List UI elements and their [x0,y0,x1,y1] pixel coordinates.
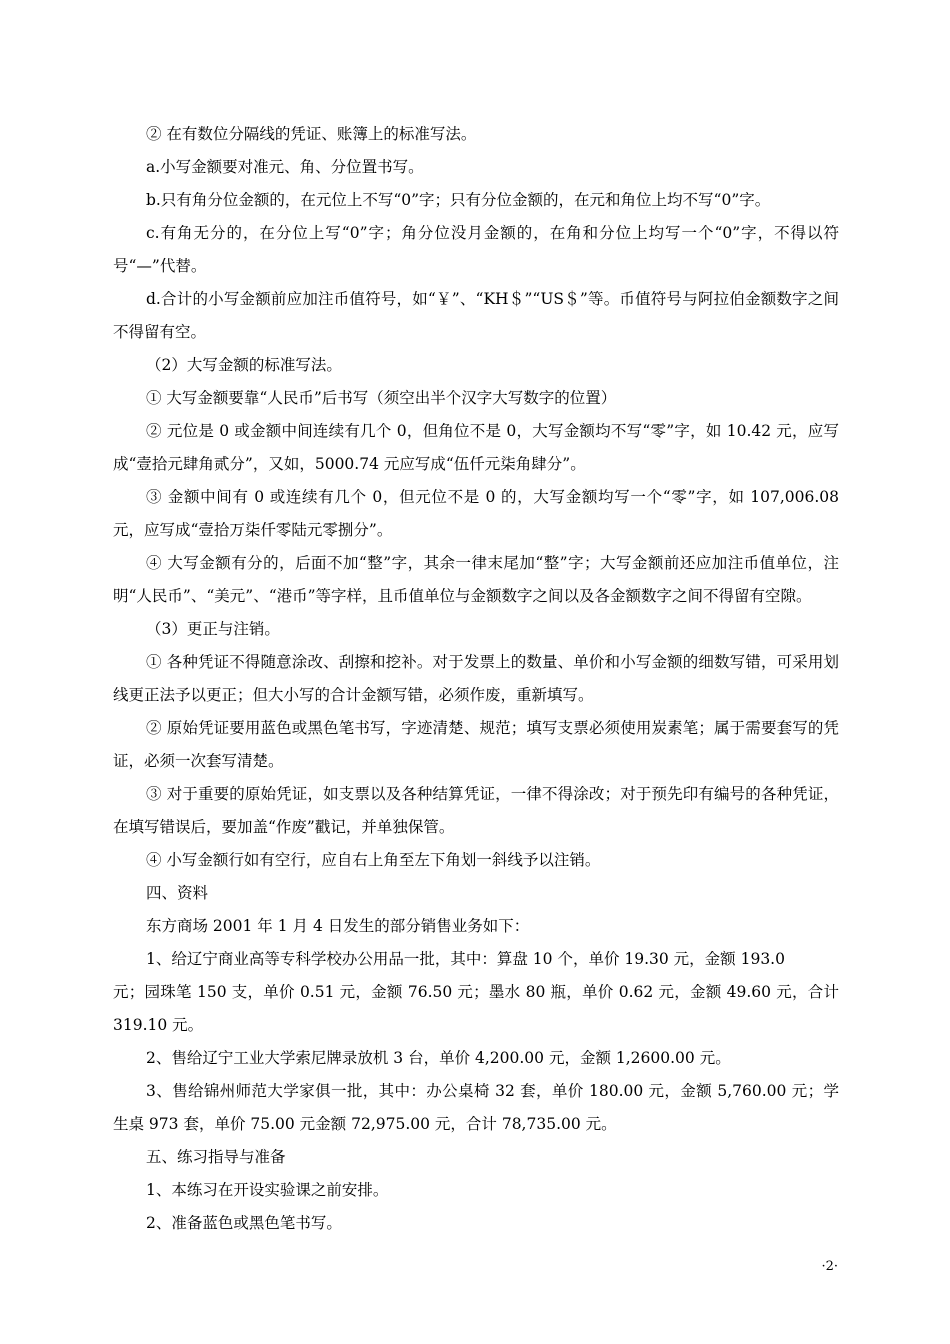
paragraph: ① 各种凭证不得随意涂改、刮擦和挖补。对于发票上的数量、单价和小写金额的细数写错，可采用划线更正法予以更正；但大小写的合计金额写错，必须作废，重新填写。 [113,653,839,704]
section-heading: （3）更正与注销。 [146,620,280,638]
paragraph: ② 元位是 0 或金额中间连续有几个 0，但角位不是 0，大写金额均不写“零”字，如 10.42 元，应写成“壹拾元肆角贰分”，又如，5000.74 元应写成“伍仟元柒角肆分”。 [113,422,839,473]
section-heading: 四、资料 [146,884,209,902]
section-heading: （2）大写金额的标准写法。 [146,356,342,374]
paragraph: 东方商场 2001 年 1 月 4 日发生的部分销售业务如下： [146,917,530,935]
paragraph: a.小写金额要对准元、角、分位置书写。 [146,158,424,176]
paragraph: 1、给辽宁商业高等专科学校办公用品一批，其中：算盘 10 个，单价 19.30 元，金额 193.0 [146,950,785,968]
paragraph: ③ 金额中间有 0 或连续有几个 0，但元位不是 0 的，大写金额均写一个“零”字，如 107,006.08 元，应写成“壹拾万柒仟零陆元零捌分”。 [113,488,839,539]
document-body [113,118,839,1240]
paragraph: 2、售给辽宁工业大学索尼牌录放机 3 台，单价 4,200.00 元，金额 1,2600.00 元。 [146,1049,731,1067]
section-heading: 五、练习指导与准备 [146,1148,286,1166]
paragraph: ② 原始凭证要用蓝色或黑色笔书写，字迹清楚、规范；填写支票必须使用炭素笔；属于需要套写的凭证，必须一次套写清楚。 [113,719,839,770]
paragraph: 2、准备蓝色或黑色笔书写。 [146,1214,342,1232]
paragraph: b.只有角分位金额的，在元位上不写“0”字；只有分位金额的，在元和角位上均不写“0”字。 [146,191,771,209]
paragraph: ① 大写金额要靠“人民币”后书写（须空出半个汉字大写数字的位置） [146,389,617,407]
paragraph-continuation: 元；园珠笔 150 支，单价 0.51 元，金额 76.50 元；墨水 80 瓶，单价 0.62 元，金额 49.60 元，合计 319.10 元。 [113,983,839,1034]
paragraph: ③ 对于重要的原始凭证，如支票以及各种结算凭证，一律不得涂改；对于预先印有编号的各种凭证，在填写错误后，要加盖“作废”戳记，并单独保管。 [113,785,839,836]
paragraph: ④ 大写金额有分的，后面不加“整”字，其余一律末尾加“整”字；大写金额前还应加注币值单位，注明“人民币”、“美元”、“港币”等字样，且币值单位与金额数字之间以及各金额数字之间不得留有空隙。 [113,554,839,605]
paragraph: 3、售给锦州师范大学家俱一批，其中：办公桌椅 32 套，单价 180.00 元，金额 5,760.00 元；学生桌 973 套，单价 75.00 元金额 72,975.00 元，合计 78,735.00 元。 [113,1082,839,1133]
paragraph: c.有角无分的，在分位上写“0”字；角分位没月金额的，在角和分位上均写一个“0”字，不得以符号“—”代替。 [113,224,839,275]
paragraph: ④ 小写金额行如有空行，应自右上角至左下角划一斜线予以注销。 [146,851,601,869]
paragraph: d.合计的小写金额前应加注币值符号，如“￥”、“KH＄”“US＄”等。币值符号与阿拉伯金额数字之间不得留有空。 [113,290,839,341]
paragraph: 1、本练习在开设实验课之前安排。 [146,1181,389,1199]
paragraph: ② 在有数位分隔线的凭证、账簿上的标准写法。 [146,125,477,143]
page-number: ·2· [821,1259,838,1274]
